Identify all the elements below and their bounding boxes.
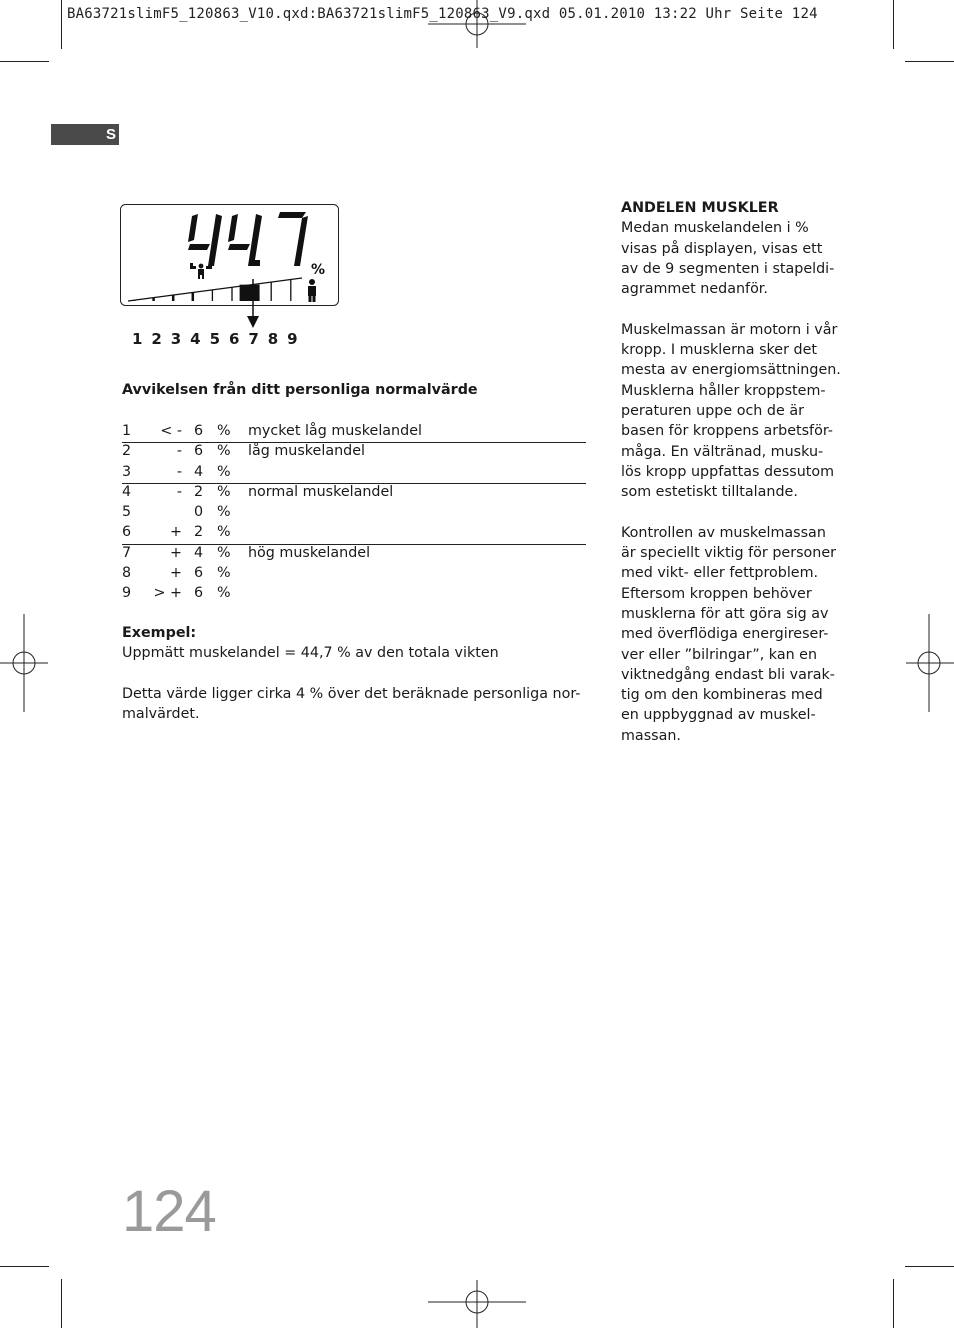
crop-mark [61,1279,62,1328]
crop-mark [61,0,62,49]
example-heading: Exempel: [122,625,197,641]
example-paragraph-line: Detta värde ligger cirka 4 % över det beräknade personliga nor- [122,685,581,702]
body-text-line: Medan muskelandelen i % [621,220,809,237]
body-text-line: visas på displayen, visas ett [621,240,823,257]
segment-number: 3 [170,330,182,348]
table-cell-sign: + [170,565,182,582]
body-text-line: Eftersom kroppen behöver [621,585,812,602]
table-cell-num: 4 [122,483,132,500]
body-text-line: viktnedgång endast bli varak- [621,666,835,683]
table-row [122,583,586,603]
scale-display [120,204,340,332]
crop-mark [905,61,954,62]
table-cell-num: 2 [122,443,132,460]
body-text-line: Kontrollen av muskelmassan [621,524,826,541]
segment-number: 5 [209,330,220,348]
body-text-line: lös kropp uppfattas dessutom [621,463,835,480]
table-row [122,441,586,461]
body-text-line: måga. En vältränad, musku- [621,443,824,460]
body-text-line: av de 9 segmenten i stapeldi- [621,260,835,277]
right-column [621,198,846,746]
table-cell-val: 4 [194,463,204,480]
table-row [122,502,586,522]
table-cell-pct: % [217,443,231,460]
table-cell-val: 0 [194,504,204,521]
segment-number: 2 [151,330,162,348]
table-cell-val: 4 [194,544,204,561]
crop-mark [893,0,894,49]
body-text-line: kropp. I musklerna sker det [621,342,817,359]
crop-mark [893,1279,894,1328]
body-text-line: Musklerna håller kroppstem- [621,382,826,399]
deviation-table [122,421,586,604]
segment-number: 7 [248,330,259,348]
body-text-line: ver eller ”bilringar”, kan en [621,646,818,663]
table-cell-label: normal muskelandel [248,483,394,500]
example-line: Uppmätt muskelandel = 44,7 % av den totala vikten [122,645,499,662]
body-text-line: massan. [621,727,681,744]
print-slug: BA63721slimF5_120863_V10.qxd:BA63721slimF5_120863_V9.qxd 05.01.2010 13:22 Uhr Seite 124 [67,6,818,22]
body-text-line: tig om den kombineras med [621,687,823,704]
table-row [122,563,586,583]
language-tab: S [51,124,119,145]
table-cell-val: 2 [194,524,204,541]
table-cell-val: 6 [194,423,204,439]
body-text-line: som estetiskt tilltalande. [621,484,798,501]
table-cell-pct: % [217,504,231,521]
crop-mark [905,1266,954,1267]
segment-number: 9 [287,330,298,348]
body-text-line: är speciellt viktig för personer [621,545,837,562]
table-cell-sign: > + [153,585,182,602]
registration-mark-icon [0,614,50,712]
body-text-line: mesta av energiomsättningen. [621,362,841,379]
crop-mark [0,61,49,62]
table-cell-num: 1 [122,423,132,439]
table-cell-val: 2 [194,483,204,500]
table-cell-num: 5 [122,504,132,521]
table-row [122,522,586,542]
table-cell-pct: % [217,483,231,500]
page-number: 124 [122,1179,216,1244]
table-cell-pct: % [217,585,231,602]
table-cell-sign: - [176,443,182,460]
table-cell-sign: < - [160,423,182,439]
right-heading: ANDELEN MUSKLER [621,200,779,216]
table-cell-val: 6 [194,443,204,460]
bar-graph-active-segment [240,285,260,301]
deviation-heading: Avvikelsen från ditt personliga normalvärde [122,382,478,398]
table-cell-num: 6 [122,524,132,541]
body-text-line: Muskelmassan är motorn i vår [621,321,838,338]
segment-number: 6 [228,330,240,348]
registration-mark-icon [428,0,526,50]
table-cell-sign: + [170,544,182,561]
body-text-line: med överflödiga energireser- [621,626,829,643]
table-cell-num: 3 [122,463,132,480]
table-row [122,482,586,502]
table-cell-label: låg muskelandel [248,443,365,460]
registration-mark-icon [428,1278,526,1328]
table-cell-num: 7 [122,544,132,561]
table-row [122,543,586,563]
registration-mark-icon [904,614,954,712]
table-cell-label: hög muskelandel [248,544,371,561]
example-paragraph-line: malvärdet. [122,706,200,723]
body-text-line: en uppbyggnad av muskel- [621,707,816,724]
table-cell-pct: % [217,463,231,480]
table-cell-pct: % [217,423,231,439]
body-text-line: med vikt- eller fettproblem. [621,565,819,582]
crop-mark [0,1266,49,1267]
body-text-line: agrammet nedanför. [621,281,768,298]
segment-number: 8 [267,330,279,348]
table-row [122,421,586,441]
segment-number: 4 [190,330,201,348]
table-cell-sign: - [176,483,182,500]
table-cell-sign: - [176,463,182,480]
table-cell-pct: % [217,544,231,561]
body-text-line: musklerna för att göra sig av [621,605,829,622]
table-cell-num: 8 [122,565,132,582]
example-section [122,623,592,724]
body-text-line: peraturen uppe och de är [621,402,804,419]
segment-numbers [132,330,307,348]
segment-number: 1 [132,330,143,348]
table-cell-sign: + [170,524,182,541]
lcd-percent-symbol: % [311,262,326,278]
lcd-decimal-point [254,260,260,266]
table-cell-pct: % [217,565,231,582]
table-row [122,462,586,482]
table-cell-num: 9 [122,585,132,602]
table-cell-label: mycket låg muskelandel [248,423,422,439]
body-text-line: basen för kroppens arbetsför- [621,423,833,440]
table-cell-val: 6 [194,565,204,582]
table-cell-pct: % [217,524,231,541]
table-cell-val: 6 [194,585,204,602]
